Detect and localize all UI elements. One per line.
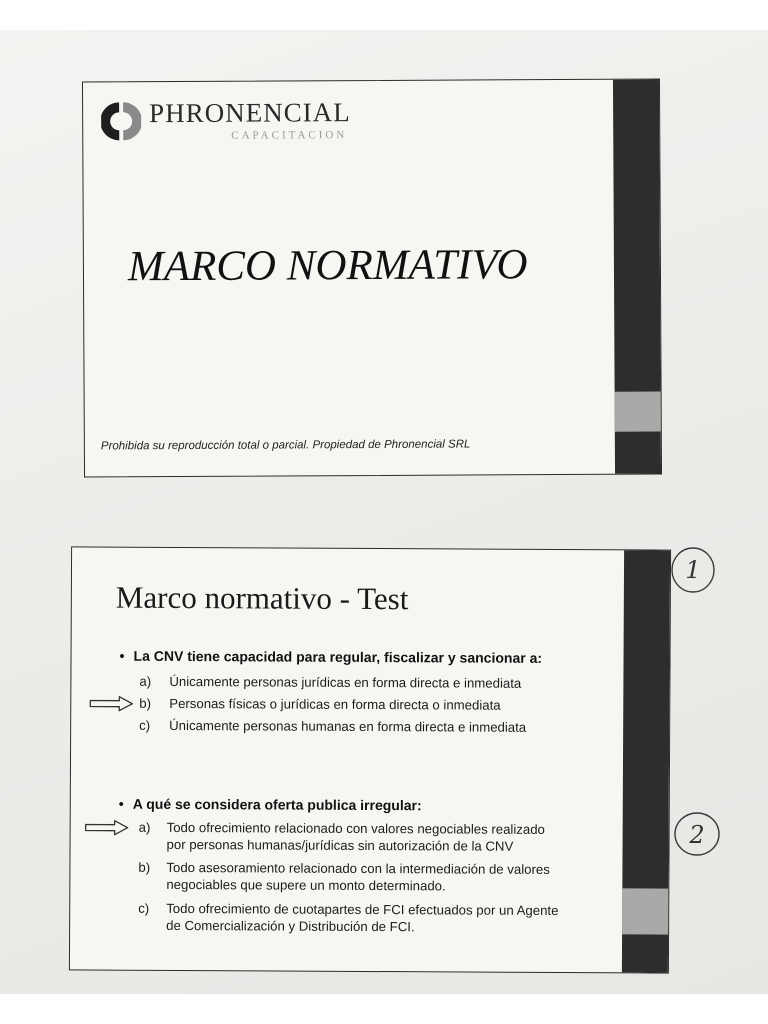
option-text	[166, 900, 558, 936]
logo-subtitle: CAPACITACION	[231, 129, 348, 142]
hand-drawn-arrow-icon	[89, 696, 133, 712]
slide-side-bar	[622, 550, 670, 972]
scan-top-margin	[0, 0, 768, 30]
question-2	[119, 796, 422, 814]
scan-bottom-margin	[0, 994, 768, 1024]
circle-number: 2	[689, 821, 705, 849]
option-line: Todo ofrecimiento de cuotapartes de FCI efectuados por un Agente	[166, 900, 559, 918]
logo-name: PHRONENCIAL	[149, 97, 351, 129]
copyright-footer: Prohibida su reproducción total o parcial. Propiedad de Phronencial SRL	[100, 438, 471, 453]
question-1	[120, 648, 543, 666]
title-slide	[82, 78, 662, 477]
option-text	[166, 859, 550, 895]
option-letter: b)	[139, 695, 152, 711]
handwritten-circle-2	[672, 808, 722, 860]
side-bar-highlight	[622, 888, 668, 934]
test-slide	[69, 546, 671, 973]
slide-side-bar	[613, 79, 661, 473]
option-text	[167, 819, 545, 855]
option-letter: c)	[138, 900, 150, 916]
question-text: A qué se considera oferta publica irregular:	[132, 795, 422, 814]
hand-drawn-arrow-icon	[85, 820, 129, 836]
option-letter: a)	[139, 673, 152, 689]
option-line: Todo asesoramiento relacionado con la intermediación de valores	[166, 859, 550, 877]
slide-title: Marco normativo - Test	[115, 579, 409, 617]
option-line: Todo ofrecimiento relacionado con valores negociables realizado	[166, 819, 545, 837]
option-line: de Comercialización y Distribución de FCI.	[166, 917, 415, 935]
option-text: Únicamente personas jurídicas en forma directa e inmediata	[169, 673, 522, 691]
side-bar-highlight	[615, 391, 661, 431]
option-text: Únicamente personas humanas en forma directa e inmediata	[169, 717, 527, 735]
bullet-icon: •	[118, 795, 124, 812]
slide-title: MARCO NORMATIVO	[127, 241, 528, 291]
bullet-icon: •	[119, 647, 125, 664]
option-letter: a)	[138, 819, 151, 835]
phronencial-logo-icon	[101, 100, 141, 142]
option-letter: c)	[139, 717, 151, 733]
handwritten-circle-1	[668, 544, 718, 596]
option-line: negociables que supere un monto determinado.	[166, 876, 446, 894]
option-text: Personas físicas o jurídicas en forma directa o inmediata	[169, 695, 501, 713]
question-text: La CNV tiene capacidad para regular, fiscalizar y sancionar a:	[133, 647, 543, 666]
option-line: por personas humanas/jurídicas sin autorización de la CNV	[166, 836, 514, 854]
circle-number: 1	[685, 556, 701, 584]
option-letter: b)	[138, 859, 151, 875]
